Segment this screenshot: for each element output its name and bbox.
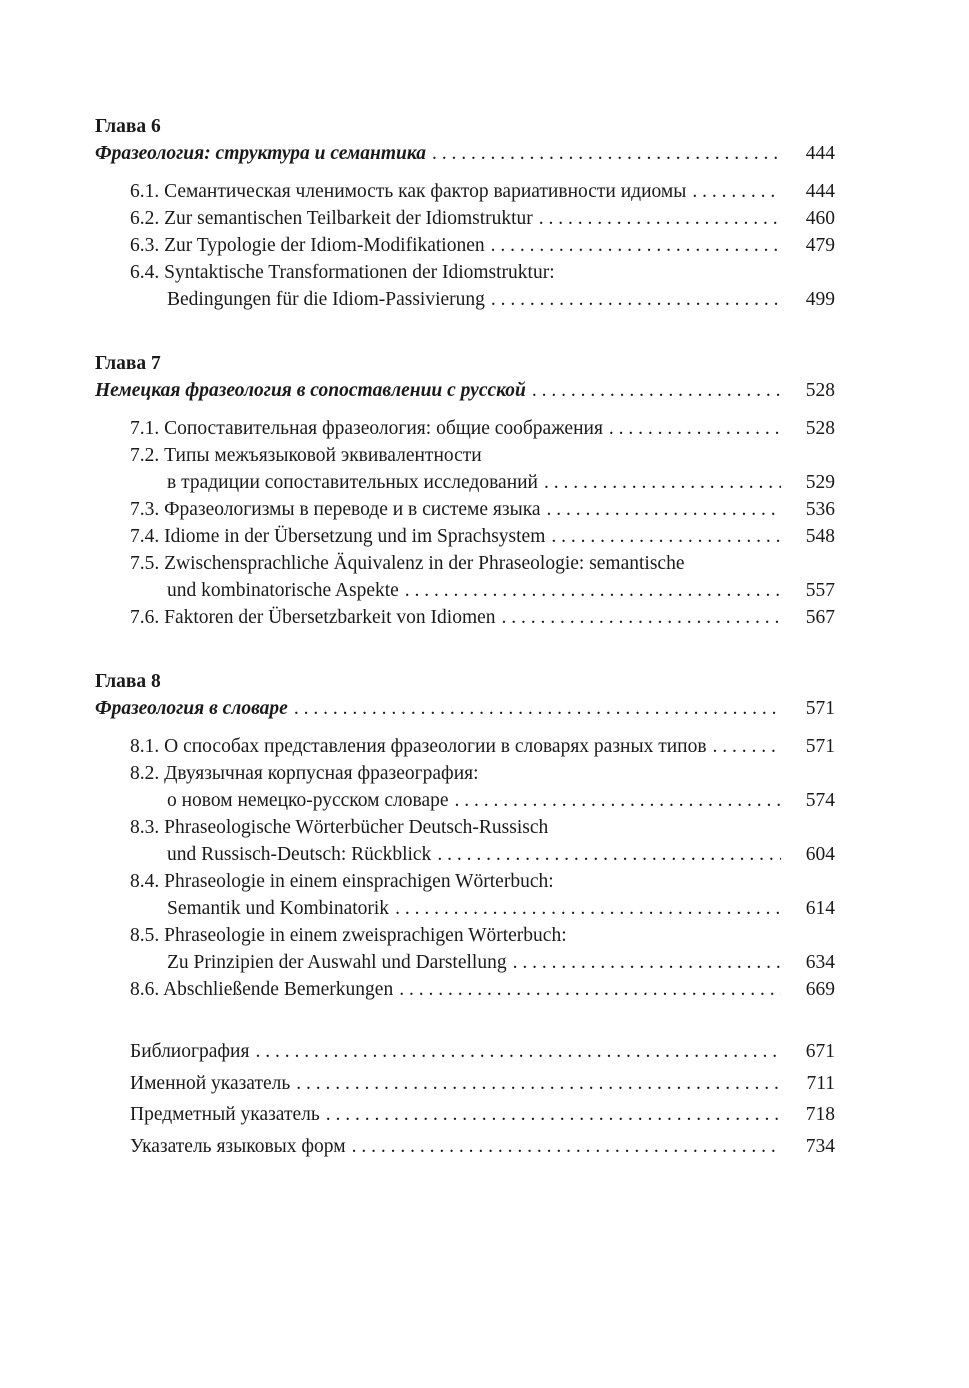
dot-leader [455,787,781,814]
page-number: 734 [805,1135,835,1157]
page-number: 444 [805,181,835,202]
page-number: 499 [805,289,835,310]
entry-number: 8.3. [130,817,160,838]
entry-number: 7.4. [130,526,160,547]
chapter-title: Фразеология: структура и семантика [95,143,426,164]
dot-leader [437,841,781,868]
dot-leader [539,205,781,232]
page-number: 571 [805,698,835,719]
entry-text-continued: und kombinatorische Aspekte [167,580,399,601]
page-number: 574 [805,790,835,811]
entry-number: 6.2. [130,208,160,229]
dot-leader [296,1068,781,1100]
entry-number: 7.6. [130,607,160,628]
toc-entry-name-index [130,1068,835,1100]
entry-text: Именной указатель [130,1072,291,1094]
entry-text-continued: Bedingungen für die Idiom-Passivierung [167,289,485,310]
entry-text: Сопоставительная фразеология: общие соображения [164,418,603,439]
toc-entry-8-6 [95,976,835,1003]
entry-number: 6.3. [130,235,160,256]
entry-text-continued: und Russisch-Deutsch: Rückblick [167,844,432,865]
page-number: 557 [805,580,835,601]
toc-entry-7-6 [95,604,835,631]
page-number: 567 [805,607,835,628]
page-number: 529 [805,472,835,493]
chapter-6 [95,113,835,313]
entry-number: 7.1. [130,418,160,439]
toc-entry-8-3 [95,814,835,868]
table-of-contents [95,113,835,1162]
dot-leader [294,695,781,722]
back-matter [95,1036,835,1162]
entry-text: Phraseologie in einem zweisprachigen Wörterbuch: [164,925,567,946]
chapter-title-line [95,695,835,722]
entry-text-continued: в традиции сопоставительных исследований [167,472,538,493]
entry-number: 7.3. [130,499,160,520]
toc-entry-7-3 [95,496,835,523]
entry-number: 6.4. [130,262,160,283]
page-number: 669 [805,979,835,1000]
page-number: 444 [805,143,835,164]
page-number: 528 [805,418,835,439]
dot-leader [395,895,781,922]
toc-entry-6-2 [95,205,835,232]
entry-text-continued: Semantik und Kombinatorik [167,898,390,919]
entry-text: Zwischensprachliche Äquivalenz in der Phraseologie: semantische [164,553,685,574]
entry-text: Фразеологизмы в переводе и в системе языка [164,499,541,520]
entry-number: 7.2. [130,445,160,466]
entry-text: Zur semantischen Teilbarkeit der Idiomstruktur [164,208,533,229]
dot-leader [399,976,781,1003]
chapter-title: Немецкая фразеология в сопоставлении с русской [95,380,526,401]
entry-text: Phraseologische Wörterbücher Deutsch-Russisch [164,817,549,838]
toc-entry-6-4 [95,259,835,313]
entry-text: Семантическая членимость как фактор вариативности идиомы [164,181,687,202]
toc-entry-7-5 [95,550,835,604]
page-number: 536 [805,499,835,520]
entry-text: Типы межъязыковой эквивалентности [164,445,482,466]
chapter-label: Глава 8 [95,671,161,692]
chapter-title-line [95,140,835,167]
toc-entry-8-2 [95,760,835,814]
entry-text-continued: о новом немецко-русском словаре [167,790,449,811]
entry-text: Указатель языковых форм [130,1135,346,1157]
chapter-title-line [95,377,835,404]
dot-leader [544,469,781,496]
chapter-8 [95,668,835,1003]
dot-leader [255,1036,781,1068]
dot-leader [502,604,781,631]
entry-text: Abschließende Bemerkungen [163,979,394,1000]
dot-leader [513,949,781,976]
page-number: 460 [805,208,835,229]
page-number: 634 [805,952,835,973]
entry-number: 7.5. [130,553,160,574]
toc-entry-language-forms-index [130,1131,835,1163]
dot-leader [532,377,781,404]
entry-text: Idiome in der Übersetzung und im Sprachsystem [164,526,546,547]
dot-leader [551,523,781,550]
toc-entry-8-1 [95,733,835,760]
dot-leader [547,496,781,523]
dot-leader [405,577,781,604]
entry-number: 8.6. [130,979,160,1000]
chapter-7 [95,350,835,631]
page-number: 718 [805,1104,835,1125]
toc-entry-6-1 [95,178,835,205]
page-number: 671 [805,1041,835,1062]
entry-number: 8.5. [130,925,160,946]
toc-entry-8-4 [95,868,835,922]
entry-number: 6.1. [130,181,160,202]
dot-leader [432,140,781,167]
toc-entry-8-5 [95,922,835,976]
chapter-title: Фразеология в словаре [95,698,288,719]
entry-number: 8.4. [130,871,160,892]
entry-text: Двуязычная корпусная фразеография: [164,763,479,784]
page-number: 604 [805,844,835,865]
dot-leader [609,415,781,442]
entry-text: Библиография [130,1041,250,1062]
toc-entry-7-2 [95,442,835,496]
toc-entry-7-4 [95,523,835,550]
chapter-label: Глава 7 [95,353,161,374]
entry-text: Faktoren der Übersetzbarkeit von Idiomen [164,607,496,628]
page-number: 614 [805,898,835,919]
entry-text: Zur Typologie der Idiom-Modifikationen [164,235,485,256]
dot-leader [692,178,781,205]
page-number: 548 [805,526,835,547]
dot-leader [491,232,781,259]
dot-leader [326,1099,781,1131]
entry-text: Предметный указатель [130,1104,320,1125]
page-number: 528 [805,380,835,401]
page-number: 479 [805,235,835,256]
entry-text-continued: Zu Prinzipien der Auswahl und Darstellung [167,952,507,973]
toc-entry-subject-index [130,1099,835,1131]
page-number: 711 [806,1072,835,1094]
dot-leader [352,1131,781,1163]
chapter-label: Глава 6 [95,116,161,137]
entry-text: Syntaktische Transformationen der Idiomstruktur: [164,262,555,283]
dot-leader [491,286,781,313]
entry-number: 8.1. [130,736,160,757]
toc-entry-6-3 [95,232,835,259]
entry-text: О способах представления фразеологии в словарях разных типов [164,736,707,757]
dot-leader [713,733,781,760]
page-number: 571 [805,736,835,757]
toc-entry-bibliography [130,1036,835,1068]
entry-text: Phraseologie in einem einsprachigen Wörterbuch: [164,871,554,892]
toc-entry-7-1 [95,415,835,442]
entry-number: 8.2. [130,763,160,784]
